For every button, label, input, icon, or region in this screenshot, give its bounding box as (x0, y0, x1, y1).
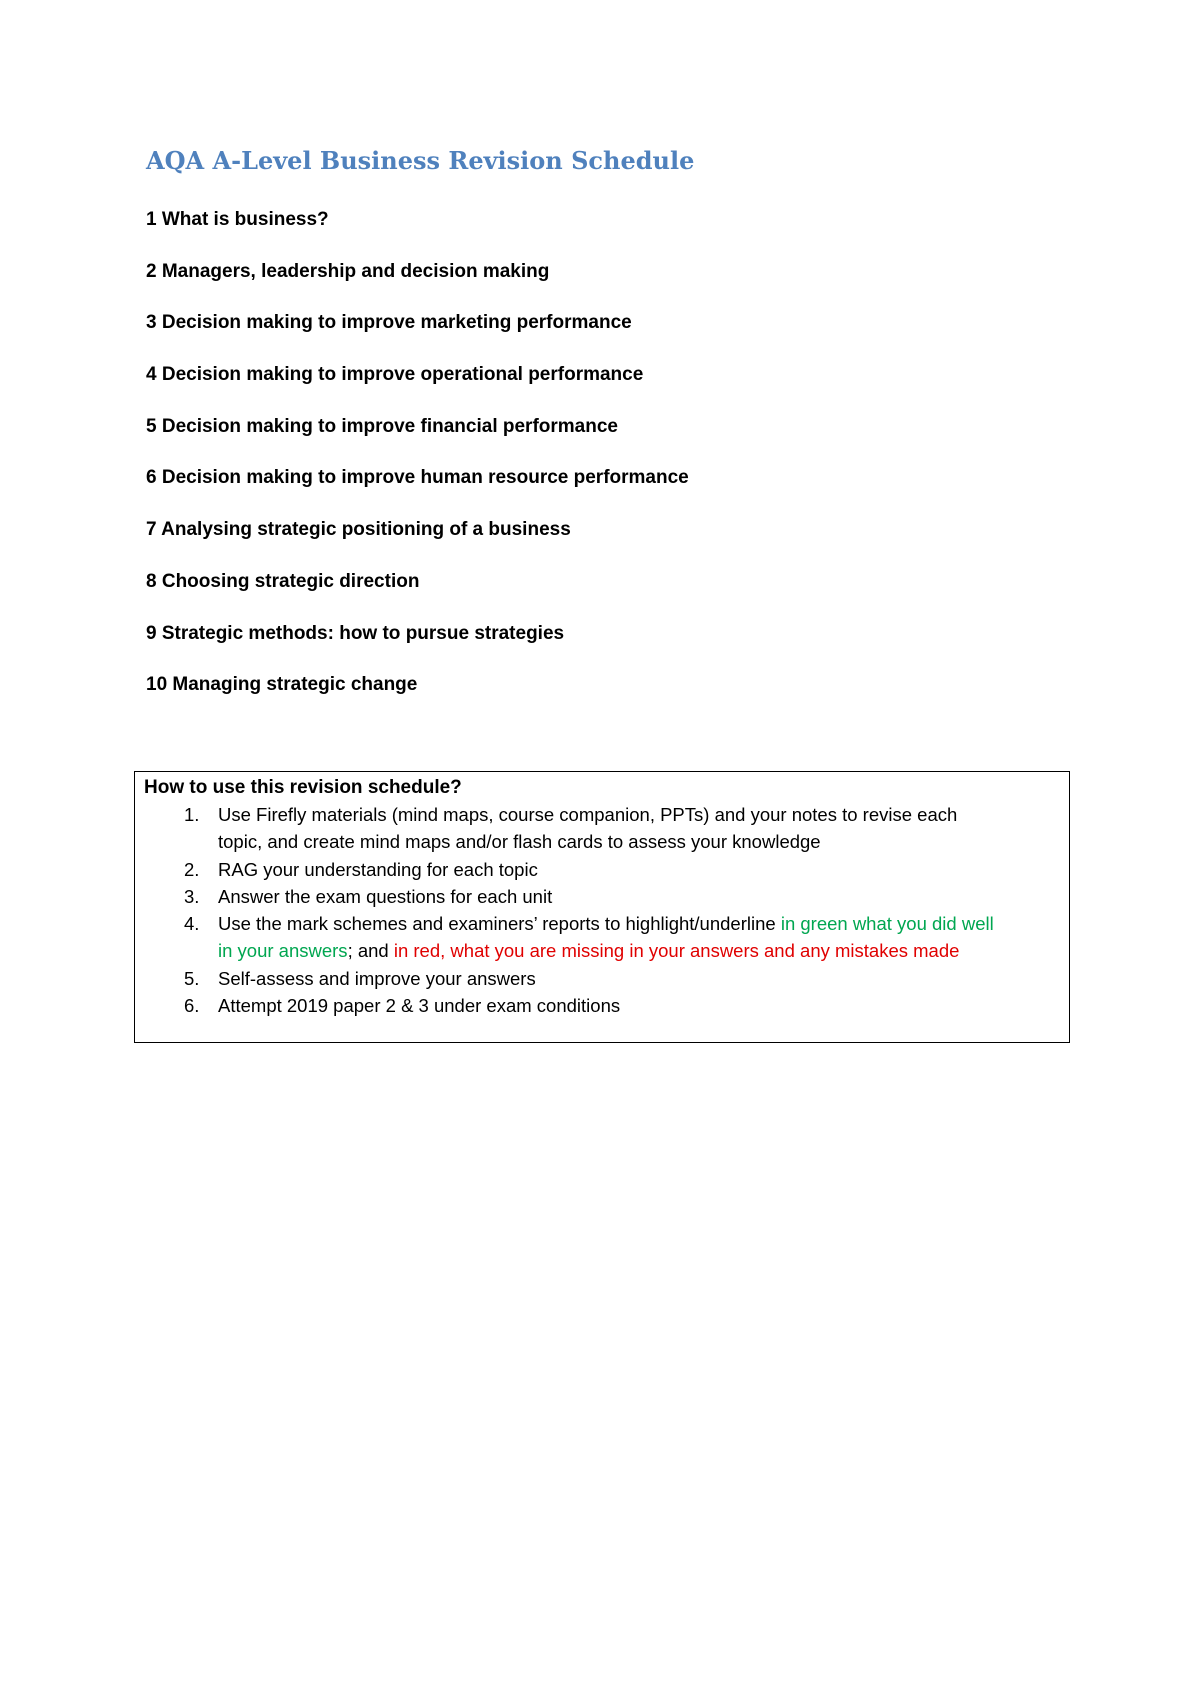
step-text: Use Firefly materials (mind maps, course companion, PPTs) and your notes to revise each topic, and create mind maps and/or flash cards to assess your knowledge (218, 804, 958, 853)
step-number: 2. (184, 858, 200, 880)
step-text: Answer the exam questions for each unit (218, 885, 553, 907)
step-text: ; and (347, 940, 394, 962)
topic-item: 4 Decision making to improve operational performance (146, 364, 644, 386)
step-number: 6. (184, 995, 200, 1017)
topic-item: 10 Managing strategic change (146, 674, 418, 696)
topic-item: 3 Decision making to improve marketing performance (146, 312, 632, 334)
step-text: Self-assess and improve your answers (218, 967, 536, 989)
instruction-step (144, 992, 998, 1019)
instructions-steps (144, 801, 1069, 1019)
instruction-step (144, 883, 998, 910)
instructions-box (134, 771, 1070, 1043)
step-number: 3. (184, 885, 200, 907)
green-highlight-text: in green what you did well in your answers (218, 913, 994, 962)
topic-item: 5 Decision making to improve financial performance (146, 415, 618, 437)
instruction-step (144, 801, 998, 856)
instruction-step (144, 910, 998, 965)
topic-item: 8 Choosing strategic direction (146, 570, 420, 592)
instruction-step (144, 856, 998, 883)
step-text: Use the mark schemes and examiners’ reports to highlight/underline (218, 913, 781, 935)
topic-item: 7 Analysing strategic positioning of a business (146, 519, 571, 541)
step-text: Attempt 2019 paper 2 & 3 under exam conditions (218, 995, 621, 1017)
step-number: 5. (184, 967, 200, 989)
step-text: RAG your understanding for each topic (218, 858, 538, 880)
topic-item: 9 Strategic methods: how to pursue strategies (146, 622, 565, 644)
topic-item: 6 Decision making to improve human resource performance (146, 467, 689, 489)
topic-item: 2 Managers, leadership and decision making (146, 260, 550, 282)
step-number: 4. (184, 913, 200, 935)
topic-list (146, 208, 689, 725)
document-title: AQA A-Level Business Revision Schedule (146, 146, 695, 175)
red-highlight-text: in red, what you are missing in your answers and any mistakes made (393, 940, 960, 962)
instruction-step (144, 965, 998, 992)
instructions-heading: How to use this revision schedule? (144, 777, 462, 798)
topic-item: 1 What is business? (146, 209, 329, 230)
step-number: 1. (184, 804, 200, 825)
